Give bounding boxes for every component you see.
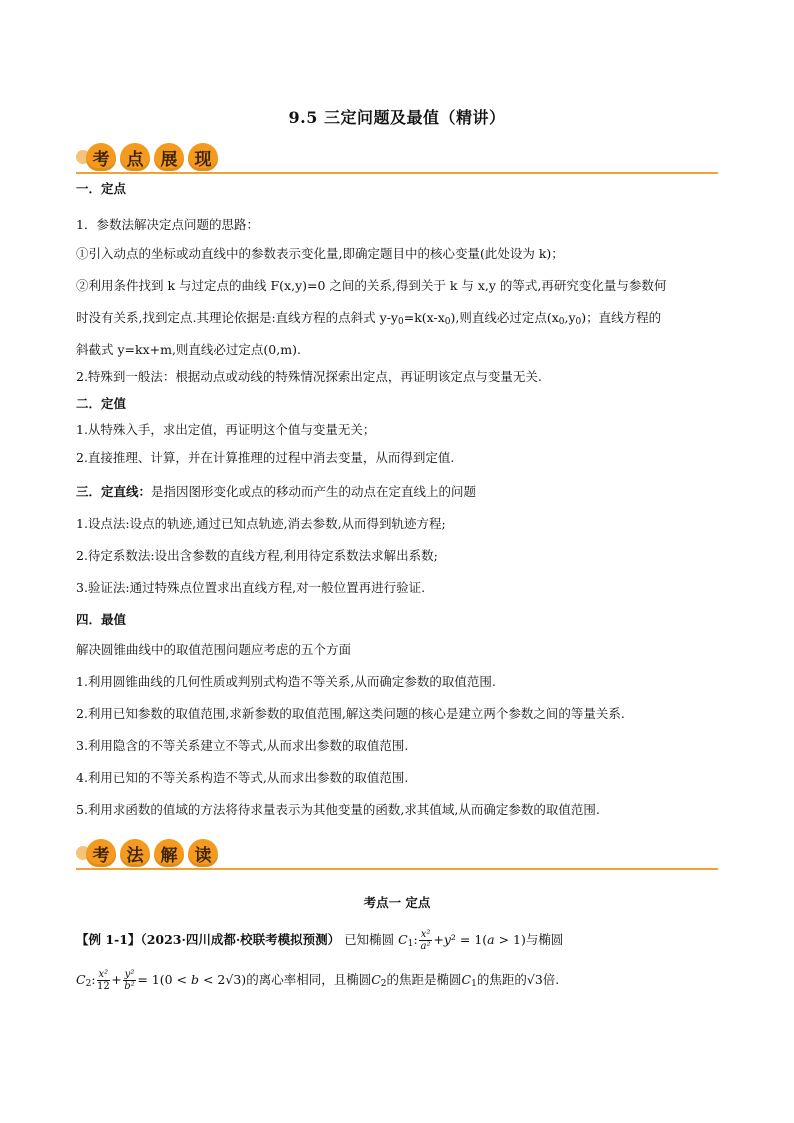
math-eq: : $\frac{\text{x²}}{\text{a²}}$ +y² = 1(a > 1)	[413, 929, 526, 952]
example-line-1	[76, 928, 726, 956]
text-run: 与椭圆	[525, 932, 564, 947]
text-run: 的焦距的	[476, 972, 527, 987]
paragraph-line: 2.待定系数法:设出含参数的直线方程,利用待定系数法求解出系数;	[76, 548, 438, 563]
paragraph-line: 5.利用求函数的值域的方法将待求量表示为其他变量的函数,求其值域,从而确定参数的取值范围.	[76, 802, 600, 817]
subscript: 1	[471, 979, 477, 989]
math-symbol: C	[461, 972, 472, 987]
text-run: =k(x-x	[403, 310, 445, 325]
banner-badge	[86, 838, 226, 868]
paragraph-line: 1.利用圆锥曲线的几何性质或判别式构造不等关系,从而确定参数的取值范围.	[76, 674, 496, 689]
math-eq: : $\frac{\text{x²}}{12}$ + $\frac{\text{y²}}{\text{b²}}$ = 1(0 < b < 2√3)	[91, 969, 247, 992]
example-tag: 【例 1-1】	[76, 932, 141, 947]
paragraph-line: 4.利用已知的不等关系构造不等式,从而求出参数的取值范围.	[76, 770, 409, 785]
paragraph-line: 3.验证法:通过特殊点位置求出直线方程,对一般位置再进行验证.	[76, 580, 426, 595]
subscript: 0	[397, 317, 404, 327]
paragraph-line: 1.从特殊入手，求出定值，再证明这个值与变量无关；	[76, 422, 376, 437]
heading-label: 三．定直线：	[76, 484, 152, 499]
text-run: 的离心率相同，且椭圆	[246, 972, 372, 987]
text-run: 倍.	[542, 972, 560, 987]
text-run: 时没有关系,找到定点.其理论依据是:直线方程的点斜式 y-y	[76, 310, 398, 325]
paragraph-line: 解决圆锥曲线中的取值范围问题应考虑的五个方面	[76, 642, 352, 657]
math-symbol: C	[76, 972, 86, 987]
kaodian-heading: 考点一 定点	[363, 895, 431, 910]
section-heading-zuizhi: 四．最值	[76, 612, 127, 627]
example-source: （2023·四川成都·校联考模拟预测）	[140, 932, 341, 947]
banner-rule	[76, 868, 718, 870]
banner-char: 现	[188, 143, 218, 171]
math-sqrt: √3	[526, 972, 543, 987]
section-banner-kaofa-jiedu	[76, 838, 718, 872]
paragraph-line: 2.直接推理、计算，并在计算推理的过程中消去变量，从而得到定值.	[76, 450, 455, 465]
banner-char: 读	[188, 839, 218, 867]
heading-rest: 是指因图形变化或点的移动而产生的动点在定直线上的问题	[151, 484, 477, 499]
paragraph-line-formula	[76, 309, 726, 331]
paragraph-line: 斜截式 y=kx+m,则直线必过定点(0,m).	[76, 342, 301, 357]
banner-char: 点	[120, 143, 150, 171]
subscript: 0	[444, 317, 451, 327]
text-run: ,y	[564, 310, 576, 325]
subscript: 1	[407, 939, 414, 949]
page-title: 9.5 三定问题及最值（精讲）	[288, 108, 506, 127]
paragraph-line: 2.利用已知参数的取值范围,求新参数的取值范围,解这类问题的核心是建立两个参数之间的等量关系.	[76, 706, 625, 721]
paragraph-line: 1.设点法:设点的轨迹,通过已知点轨迹,消去参数,从而得到轨迹方程;	[76, 516, 446, 531]
paragraph-line: ②利用条件找到 k 与过定点的曲线 F(x,y)=0 之间的关系,得到关于 k 与 x,y 的等式,再研究变化量与参数何	[76, 278, 667, 293]
section-heading-dingzhixian	[76, 483, 726, 500]
banner-badge	[86, 142, 226, 172]
banner-char: 展	[154, 143, 184, 171]
math-symbol: C	[371, 972, 381, 987]
paragraph-line: 3.利用隐含的不等关系建立不等式,从而求出参数的取值范围.	[76, 738, 409, 753]
text-run: 的焦距是椭圆	[386, 972, 462, 987]
subscript: 0	[575, 317, 582, 327]
subscript: 2	[380, 979, 387, 989]
text-run: 已知椭圆	[344, 932, 395, 947]
paragraph-line: 2.特殊到一般法：根据动点或动线的特殊情况探索出定点，再证明该定点与变量无关.	[76, 369, 542, 384]
banner-char: 考	[86, 839, 116, 867]
subscript: 0	[558, 317, 565, 327]
math-symbol: C	[398, 932, 408, 947]
example-line-2	[76, 968, 726, 996]
paragraph-line: 1．参数法解决定点问题的思路：	[76, 217, 259, 232]
section-banner-kaodian-zhanxian	[76, 142, 718, 176]
paragraph-line: ①引入动点的坐标或动直线中的参数表示变化量,即确定题目中的核心变量(此处设为 k)；	[76, 246, 564, 261]
text-run: ),则直线必过定点(x	[450, 310, 559, 325]
subscript: 2	[85, 979, 92, 989]
banner-char: 考	[86, 143, 116, 171]
text-run: )；直线方程的	[581, 310, 662, 325]
banner-char: 解	[154, 839, 184, 867]
section-heading-dingzhi: 二．定值	[76, 396, 127, 411]
section-heading-dingdian: 一．定点	[76, 181, 127, 196]
banner-rule	[76, 172, 718, 174]
banner-char: 法	[120, 839, 150, 867]
